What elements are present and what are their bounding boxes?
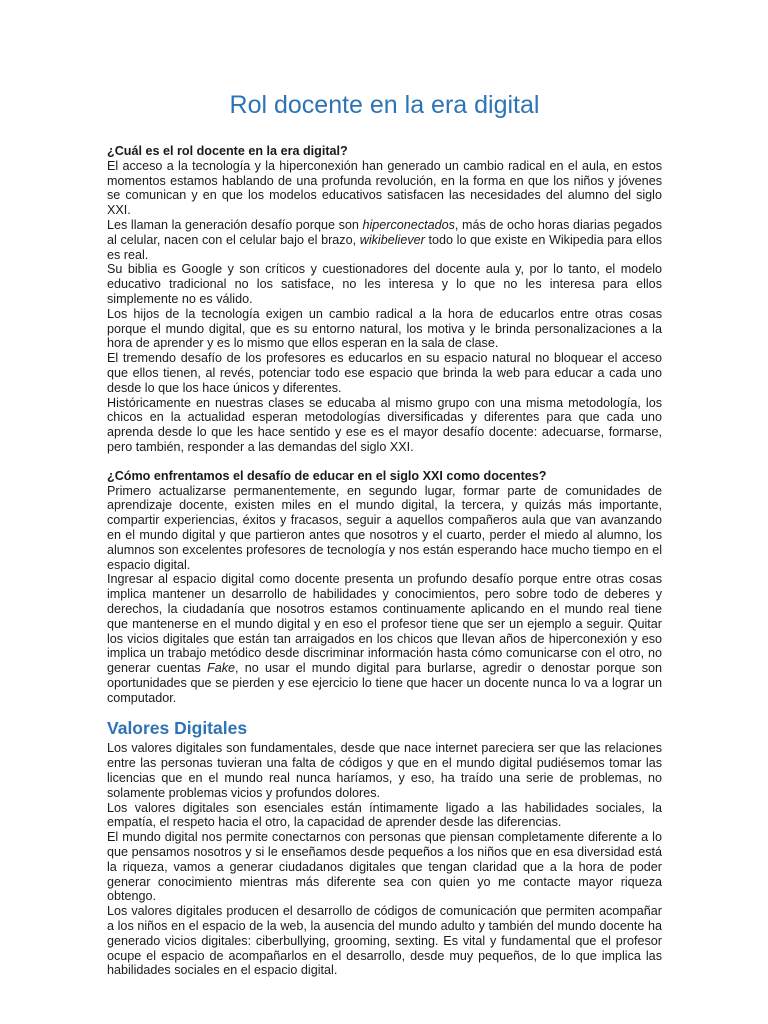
paragraph: Los valores digitales son fundamentales, desde que nace internet pareciera ser que las relaciones entre las personas tuvieran una falta de códigos y que en el mundo digital pudiésemos tomar las licencias que en el mundo real nunca haríamos, y eso, ha traído una serie de problemas, no solamente problemas vicios y profundos dolores. (107, 741, 662, 800)
emphasis-text: hiperconectados (362, 217, 455, 232)
paragraph (107, 572, 662, 705)
question-heading-2: ¿Cómo enfrentamos el desafío de educar en el siglo XXI como docentes? (107, 468, 547, 483)
paragraph: El acceso a la tecnología y la hiperconexión han generado un cambio radical en el aula, en estos momentos estamos hablando de una profunda revolución, en la forma en que los niños y jóvenes se comunican y en que los modelos educativos satisfacen las necesidades del alumno del siglo XXI. (107, 158, 662, 218)
paragraph-text: Ingresar al espacio digital como docente presenta un profundo desafío porque entre otras cosas implica mantener un desarrollo de habilidades y conocimientos, pero sobre todo de deberes y derechos, la ciudadanía que nosotros estamos continuamente aplicando en el mundo real tiene que mantenerse en el mundo digital y en eso el profesor tiene que ser un ejemplo a seguir. Quitar los vicios digitales que están tan arraigados en los chicos que llevan años de hiperconexión y eso implica un trabajo metódico desde discriminar información hasta cómo comunicarse con el otro, no generar cuentas (107, 572, 662, 676)
paragraph: Históricamente en nuestras clases se educaba al mismo grupo con una misma metodología, los chicos en la actualidad esperan metodologías diversificadas y diferentes para que cada uno aprenda desde lo que les hace sentido y ese es el mayor desafío docente: adecuarse, formarse, pero también, responder a las demandas del siglo XXI. (107, 395, 662, 454)
paragraph: Primero actualizarse permanentemente, en segundo lugar, formar parte de comunidades de aprendizaje docente, existen miles en el mundo digital, la tercera, y quizás más importante, compartir experiencias, éxitos y fracasos, seguir a aquellos compañeros aula que van avanzando en el mundo digital y que partieron antes que nosotros y el cuarto, perder el miedo al alumno, los alumnos son excelentes profesores de tecnología y nos están esperando hace mucho tiempo en el espacio digital. (107, 483, 662, 572)
paragraph-text: , más de ocho horas diarias pegados al celular, nacen con el celular bajo el brazo, (107, 217, 662, 247)
emphasis-text: Fake (207, 661, 235, 676)
section-heading-valores: Valores Digitales (107, 718, 248, 739)
paragraph-text: Les llaman la generación desafío porque son (107, 217, 363, 232)
paragraph-text: , no usar el mundo digital para burlarse, agredir o denostar porque son oportunidades que se pierden y ese ejercicio lo tiene que hacer un docente nunca lo va a lograr un computador. (107, 661, 662, 705)
paragraph: El mundo digital nos permite conectarnos con personas que piensan completamente diferente a lo que pensamos nosotros y si le enseñamos desde pequeños a los niños que en esa diversidad está la riqueza, vamos a generar ciudadanos digitales que tengan claridad que a la hora de poder generar conocimiento mientras más diferente sea con quien yo me contacte mayor riqueza obtengo. (107, 830, 662, 904)
question-heading-1: ¿Cuál es el rol docente en la era digital? (107, 144, 348, 158)
paragraph: El tremendo desafío de los profesores es educarlos en su espacio natural no bloquear el acceso que ellos tienen, al revés, potenciar todo ese espacio que brinda la web para educar a cada uno desde lo que los hace únicos y diferentes. (107, 351, 662, 395)
paragraph: Los valores digitales son esenciales están íntimamente ligado a las habilidades sociales, la empatía, el respeto hacia el otro, la capacidad de aprender desde las diferencias. (107, 800, 662, 830)
paragraph (107, 218, 662, 262)
paragraph: Su biblia es Google y son críticos y cuestionadores del docente aula y, por lo tanto, el modelo educativo tradicional no los satisface, no les interesa y lo que no les interesa para ellos simplemente no es válido. (107, 262, 662, 306)
document-title: Rol docente en la era digital (229, 91, 540, 119)
paragraph: Los hijos de la tecnología exigen un cambio radical a la hora de educarlos entre otras cosas porque el mundo digital, que es su entorno natural, los motiva y le brinda personalizaciones a la hora de aprender y es lo mismo que ellos esperan en la sala de clase. (107, 306, 662, 351)
emphasis-text: wikibeliever (359, 232, 425, 247)
paragraph: Los valores digitales producen el desarrollo de códigos de comunicación que permiten acompañar a los niños en el espacio de la web, la ausencia del mundo adulto y también del mundo docente ha generado vicios digitales: ciberbullying, grooming, sexting. Es vital y fundamental que el profesor ocupe el espacio de acompañarlos en el desarrollo, desde muy pequeños, de lo que implica las habilidades sociales en el espacio digital. (107, 904, 662, 978)
spacer (107, 455, 662, 469)
paragraph-text: todo lo que existe en Wikipedia para ellos es real. (107, 232, 662, 262)
